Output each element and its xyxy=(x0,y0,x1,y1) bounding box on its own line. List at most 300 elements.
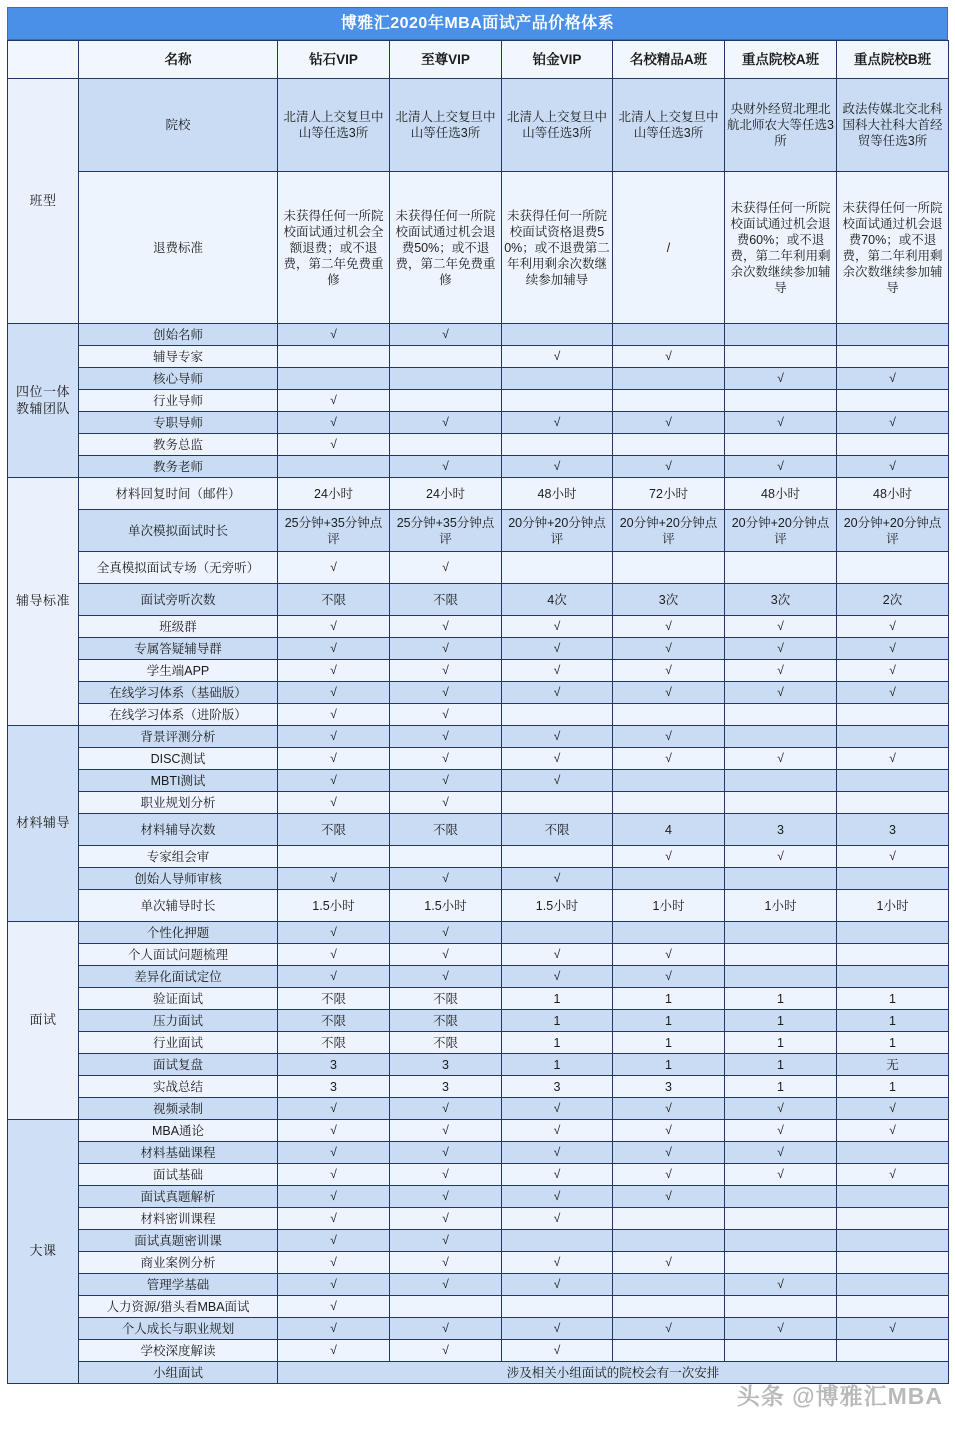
cell-value: 3 xyxy=(502,1076,613,1098)
cell-empty xyxy=(278,456,390,478)
row-label: 小组面试 xyxy=(79,1362,278,1384)
cell-check: √ xyxy=(837,368,949,390)
cell-empty xyxy=(613,1230,725,1252)
table-row xyxy=(8,660,949,682)
row-label: 行业面试 xyxy=(79,1032,278,1054)
cell-value: 1 xyxy=(725,1032,837,1054)
cell-empty xyxy=(837,1208,949,1230)
cell-check: √ xyxy=(613,1164,725,1186)
cell-empty xyxy=(725,704,837,726)
row-label: 背景评测分析 xyxy=(79,726,278,748)
cell-check: √ xyxy=(390,1208,502,1230)
row-label: 在线学习体系（进阶版） xyxy=(79,704,278,726)
row-label: 面试旁听次数 xyxy=(79,584,278,616)
cell-check: √ xyxy=(725,682,837,704)
row-label: 材料回复时间（邮件） xyxy=(79,478,278,510)
cell-check: √ xyxy=(613,682,725,704)
cell-check: √ xyxy=(502,1142,613,1164)
cell-empty xyxy=(502,434,613,456)
cell-check: √ xyxy=(725,748,837,770)
cell-empty xyxy=(837,868,949,890)
table-row xyxy=(8,412,949,434)
cell-value: 3 xyxy=(837,814,949,846)
table-row xyxy=(8,390,949,412)
table-row xyxy=(8,944,949,966)
table-row xyxy=(8,682,949,704)
cell-check: √ xyxy=(278,1274,390,1296)
cell-empty xyxy=(278,846,390,868)
cell-empty xyxy=(725,434,837,456)
table-row xyxy=(8,1340,949,1362)
section-group-label: 辅导标准 xyxy=(8,478,79,726)
row-label: 个人成长与职业规划 xyxy=(79,1318,278,1340)
row-label: 行业导师 xyxy=(79,390,278,412)
cell-check: √ xyxy=(837,660,949,682)
cell-check: √ xyxy=(278,1296,390,1318)
row-label: 验证面试 xyxy=(79,988,278,1010)
cell-check: √ xyxy=(278,770,390,792)
cell-empty xyxy=(725,922,837,944)
table-row xyxy=(8,988,949,1010)
header-product-3: 铂金VIP xyxy=(502,41,613,79)
cell-empty xyxy=(502,846,613,868)
table-row xyxy=(8,846,949,868)
cell-check: √ xyxy=(278,1142,390,1164)
cell-check: √ xyxy=(390,1274,502,1296)
cell-empty xyxy=(725,1186,837,1208)
cell-value: 1 xyxy=(502,1010,613,1032)
cell-check: √ xyxy=(502,660,613,682)
cell-check: √ xyxy=(725,1274,837,1296)
cell-value: 1 xyxy=(502,1032,613,1054)
cell-check: √ xyxy=(390,638,502,660)
cell-check: √ xyxy=(278,1318,390,1340)
cell-check: √ xyxy=(613,616,725,638)
cell-empty xyxy=(725,966,837,988)
table-row xyxy=(8,1230,949,1252)
cell-check: √ xyxy=(278,324,390,346)
cell-check: √ xyxy=(278,704,390,726)
cell-value: 4 xyxy=(613,814,725,846)
cell-value: 1 xyxy=(725,1076,837,1098)
cell-check: √ xyxy=(390,868,502,890)
header-product-4: 名校精品A班 xyxy=(613,41,725,79)
cell-empty xyxy=(390,390,502,412)
cell-empty xyxy=(837,966,949,988)
cell-check: √ xyxy=(725,1098,837,1120)
cell-value: 北清人上交复旦中山等任选3所 xyxy=(278,79,390,172)
cell-check: √ xyxy=(390,456,502,478)
cell-check: √ xyxy=(613,1252,725,1274)
cell-empty xyxy=(725,552,837,584)
cell-empty xyxy=(390,346,502,368)
row-label: 管理学基础 xyxy=(79,1274,278,1296)
cell-check: √ xyxy=(725,1120,837,1142)
table-row xyxy=(8,510,949,552)
cell-check: √ xyxy=(613,456,725,478)
cell-check: √ xyxy=(502,1208,613,1230)
table-header-row xyxy=(8,41,949,79)
cell-check: √ xyxy=(613,748,725,770)
table-row xyxy=(8,814,949,846)
cell-check: √ xyxy=(502,1252,613,1274)
cell-value: 1小时 xyxy=(837,890,949,922)
cell-empty xyxy=(502,1230,613,1252)
cell-value: 1 xyxy=(837,988,949,1010)
cell-check: √ xyxy=(278,1230,390,1252)
row-label: 面试真题密训课 xyxy=(79,1230,278,1252)
cell-check: √ xyxy=(613,412,725,434)
row-label: 压力面试 xyxy=(79,1010,278,1032)
cell-check: √ xyxy=(278,944,390,966)
cell-check: √ xyxy=(613,1142,725,1164)
cell-check: √ xyxy=(390,770,502,792)
cell-check: √ xyxy=(613,346,725,368)
cell-check: √ xyxy=(390,324,502,346)
section-group-label: 班型 xyxy=(8,79,79,324)
cell-check: √ xyxy=(725,368,837,390)
cell-check: √ xyxy=(390,944,502,966)
table-row xyxy=(8,726,949,748)
section-group-label: 面试 xyxy=(8,922,79,1120)
cell-value: 1 xyxy=(837,1032,949,1054)
row-label: 个人面试问题梳理 xyxy=(79,944,278,966)
cell-empty xyxy=(390,846,502,868)
cell-check: √ xyxy=(502,748,613,770)
table-row xyxy=(8,748,949,770)
cell-empty xyxy=(390,434,502,456)
table-row xyxy=(8,616,949,638)
cell-check: √ xyxy=(613,944,725,966)
cell-check: √ xyxy=(278,552,390,584)
cell-value: 3 xyxy=(725,814,837,846)
cell-check: √ xyxy=(390,1164,502,1186)
cell-check: √ xyxy=(278,660,390,682)
table-row xyxy=(8,1098,949,1120)
cell-value: 2次 xyxy=(837,584,949,616)
cell-value: 未获得任何一所院校面试通过机会退费60%；或不退费，第二年利用剩余次数继续参加辅导 xyxy=(725,172,837,324)
cell-check: √ xyxy=(502,1318,613,1340)
page-title: 博雅汇2020年MBA面试产品价格体系 xyxy=(7,7,948,40)
cell-check: √ xyxy=(278,1164,390,1186)
cell-value: 北清人上交复旦中山等任选3所 xyxy=(613,79,725,172)
cell-empty xyxy=(613,922,725,944)
cell-check: √ xyxy=(837,412,949,434)
cell-check: √ xyxy=(502,944,613,966)
table-row xyxy=(8,770,949,792)
cell-check: √ xyxy=(502,966,613,988)
cell-check: √ xyxy=(837,748,949,770)
row-label: 院校 xyxy=(79,79,278,172)
cell-value: 1 xyxy=(613,1054,725,1076)
cell-check: √ xyxy=(613,660,725,682)
table-row xyxy=(8,1274,949,1296)
cell-value: 政法传媒北交北科国科大社科大首经贸等任选3所 xyxy=(837,79,949,172)
cell-value: 不限 xyxy=(278,1010,390,1032)
cell-value: 不限 xyxy=(278,988,390,1010)
cell-empty xyxy=(502,1296,613,1318)
table-row xyxy=(8,584,949,616)
cell-check: √ xyxy=(837,682,949,704)
cell-check: √ xyxy=(390,922,502,944)
cell-check: √ xyxy=(390,1230,502,1252)
cell-check: √ xyxy=(613,726,725,748)
row-label: 材料辅导次数 xyxy=(79,814,278,846)
cell-check: √ xyxy=(278,1252,390,1274)
cell-check: √ xyxy=(278,1208,390,1230)
row-label: 核心导师 xyxy=(79,368,278,390)
comparison-table xyxy=(7,40,949,1384)
header-product-1: 钻石VIP xyxy=(278,41,390,79)
cell-empty xyxy=(502,704,613,726)
cell-check: √ xyxy=(725,1164,837,1186)
cell-value: 3 xyxy=(613,1076,725,1098)
cell-check: √ xyxy=(278,638,390,660)
cell-value: 不限 xyxy=(390,1010,502,1032)
table-row xyxy=(8,1142,949,1164)
cell-empty xyxy=(613,770,725,792)
table-row xyxy=(8,79,949,172)
table-row xyxy=(8,434,949,456)
cell-check: √ xyxy=(502,616,613,638)
table-row xyxy=(8,324,949,346)
cell-empty xyxy=(837,552,949,584)
cell-empty xyxy=(725,324,837,346)
cell-value: 1 xyxy=(613,988,725,1010)
cell-check: √ xyxy=(725,412,837,434)
cell-check: √ xyxy=(613,1318,725,1340)
table-row xyxy=(8,456,949,478)
cell-empty xyxy=(613,552,725,584)
cell-empty xyxy=(837,944,949,966)
row-label: 面试复盘 xyxy=(79,1054,278,1076)
row-label: 辅导专家 xyxy=(79,346,278,368)
cell-check: √ xyxy=(502,1120,613,1142)
cell-empty xyxy=(613,390,725,412)
cell-check: √ xyxy=(278,390,390,412)
cell-value: 不限 xyxy=(502,814,613,846)
row-label: 人力资源/猎头看MBA面试 xyxy=(79,1296,278,1318)
table-row xyxy=(8,346,949,368)
cell-check: √ xyxy=(725,846,837,868)
row-label: MBA通论 xyxy=(79,1120,278,1142)
cell-value: 3 xyxy=(278,1054,390,1076)
row-label: 面试真题解析 xyxy=(79,1186,278,1208)
cell-empty xyxy=(837,1186,949,1208)
cell-check: √ xyxy=(390,748,502,770)
cell-value: 不限 xyxy=(390,584,502,616)
watermark: 头条 @博雅汇MBA xyxy=(736,1383,943,1409)
cell-check: √ xyxy=(837,1164,949,1186)
cell-empty xyxy=(725,346,837,368)
cell-check: √ xyxy=(390,660,502,682)
cell-empty xyxy=(502,368,613,390)
cell-check: √ xyxy=(390,792,502,814)
cell-empty xyxy=(837,346,949,368)
cell-check: √ xyxy=(837,456,949,478)
cell-check: √ xyxy=(390,1120,502,1142)
cell-check: √ xyxy=(502,1274,613,1296)
cell-check: √ xyxy=(613,638,725,660)
cell-value: 1 xyxy=(502,1054,613,1076)
table-row xyxy=(8,890,949,922)
row-label: 学校深度解读 xyxy=(79,1340,278,1362)
table-row xyxy=(8,1076,949,1098)
cell-value: 不限 xyxy=(390,1032,502,1054)
cell-check: √ xyxy=(502,1164,613,1186)
table-row xyxy=(8,1032,949,1054)
row-label: 差异化面试定位 xyxy=(79,966,278,988)
cell-value: 不限 xyxy=(278,1032,390,1054)
row-label: 视频录制 xyxy=(79,1098,278,1120)
row-label: 教务总监 xyxy=(79,434,278,456)
cell-value: 1 xyxy=(837,1076,949,1098)
row-label: 学生端APP xyxy=(79,660,278,682)
cell-check: √ xyxy=(725,616,837,638)
section-group-label: 大课 xyxy=(8,1120,79,1384)
row-label: 全真模拟面试专场（无旁听） xyxy=(79,552,278,584)
cell-value: 1 xyxy=(725,1054,837,1076)
row-merged-value: 涉及相关小组面试的院校会有一次安排 xyxy=(278,1362,949,1384)
table-row xyxy=(8,478,949,510)
cell-empty xyxy=(613,1296,725,1318)
row-label: 单次模拟面试时长 xyxy=(79,510,278,552)
cell-value: 25分钟+35分钟点评 xyxy=(278,510,390,552)
row-label: 商业案例分析 xyxy=(79,1252,278,1274)
table-row xyxy=(8,704,949,726)
cell-value: 央财外经贸北理北航北师农大等任选3所 xyxy=(725,79,837,172)
table-row xyxy=(8,1318,949,1340)
cell-check: √ xyxy=(837,616,949,638)
cell-value: 72小时 xyxy=(613,478,725,510)
row-label: 专家组会审 xyxy=(79,846,278,868)
cell-check: √ xyxy=(725,660,837,682)
cell-empty xyxy=(613,792,725,814)
cell-check: √ xyxy=(613,1186,725,1208)
table-row xyxy=(8,1120,949,1142)
cell-empty xyxy=(837,390,949,412)
table-row xyxy=(8,792,949,814)
cell-empty xyxy=(502,390,613,412)
cell-value: 3 xyxy=(390,1076,502,1098)
row-label: 退费标准 xyxy=(79,172,278,324)
cell-empty xyxy=(613,324,725,346)
cell-empty xyxy=(837,922,949,944)
cell-value: 1.5小时 xyxy=(278,890,390,922)
cell-check: √ xyxy=(390,1098,502,1120)
cell-value: 1.5小时 xyxy=(502,890,613,922)
cell-check: √ xyxy=(502,682,613,704)
row-label: 创始名师 xyxy=(79,324,278,346)
cell-value: 不限 xyxy=(390,814,502,846)
table-row xyxy=(8,1252,949,1274)
row-label: 材料密训课程 xyxy=(79,1208,278,1230)
cell-check: √ xyxy=(502,770,613,792)
cell-value: 不限 xyxy=(278,814,390,846)
cell-check: √ xyxy=(390,552,502,584)
cell-check: √ xyxy=(278,1098,390,1120)
cell-check: √ xyxy=(390,1318,502,1340)
cell-value: 3 xyxy=(390,1054,502,1076)
row-label: 专职导师 xyxy=(79,412,278,434)
cell-check: √ xyxy=(278,726,390,748)
cell-empty xyxy=(837,704,949,726)
table-row xyxy=(8,638,949,660)
cell-value: 不限 xyxy=(390,988,502,1010)
cell-empty xyxy=(837,1230,949,1252)
cell-check: √ xyxy=(613,966,725,988)
table-row xyxy=(8,1186,949,1208)
cell-empty xyxy=(837,324,949,346)
cell-check: √ xyxy=(613,1120,725,1142)
cell-empty xyxy=(502,324,613,346)
cell-check: √ xyxy=(390,704,502,726)
header-product-5: 重点院校A班 xyxy=(725,41,837,79)
cell-check: √ xyxy=(502,346,613,368)
cell-empty xyxy=(502,552,613,584)
cell-empty xyxy=(613,1340,725,1362)
cell-value: 未获得任何一所院校面试通过机会全额退费；或不退费，第二年免费重修 xyxy=(278,172,390,324)
cell-check: √ xyxy=(278,922,390,944)
header-product-2: 至尊VIP xyxy=(390,41,502,79)
row-label: 材料基础课程 xyxy=(79,1142,278,1164)
cell-check: √ xyxy=(837,846,949,868)
table-row xyxy=(8,1010,949,1032)
cell-empty xyxy=(837,726,949,748)
row-label: DISC测试 xyxy=(79,748,278,770)
cell-empty xyxy=(837,1252,949,1274)
cell-empty xyxy=(837,1296,949,1318)
section-group-label: 材料辅导 xyxy=(8,726,79,922)
cell-empty xyxy=(613,868,725,890)
cell-empty xyxy=(278,368,390,390)
cell-empty xyxy=(837,1142,949,1164)
cell-empty xyxy=(837,1274,949,1296)
cell-empty xyxy=(725,1296,837,1318)
cell-check: √ xyxy=(725,638,837,660)
cell-check: √ xyxy=(390,1142,502,1164)
cell-check: √ xyxy=(278,1340,390,1362)
cell-value: 20分钟+20分钟点评 xyxy=(837,510,949,552)
cell-value: 未获得任何一所院校面试通过机会退费50%；或不退费，第二年免费重修 xyxy=(390,172,502,324)
cell-empty xyxy=(837,1340,949,1362)
row-label: 职业规划分析 xyxy=(79,792,278,814)
cell-value: 1 xyxy=(725,988,837,1010)
cell-value: 24小时 xyxy=(278,478,390,510)
cell-check: √ xyxy=(725,1318,837,1340)
cell-check: √ xyxy=(837,638,949,660)
row-label: 在线学习体系（基础版） xyxy=(79,682,278,704)
cell-check: √ xyxy=(278,1186,390,1208)
cell-empty xyxy=(613,1208,725,1230)
cell-check: √ xyxy=(613,846,725,868)
cell-empty xyxy=(278,346,390,368)
cell-check: √ xyxy=(278,616,390,638)
cell-value: 20分钟+20分钟点评 xyxy=(725,510,837,552)
cell-value: 1小时 xyxy=(613,890,725,922)
cell-value: 25分钟+35分钟点评 xyxy=(390,510,502,552)
cell-check: √ xyxy=(278,966,390,988)
cell-check: √ xyxy=(390,726,502,748)
cell-value: 无 xyxy=(837,1054,949,1076)
cell-check: √ xyxy=(502,412,613,434)
cell-empty xyxy=(725,1208,837,1230)
header-group-corner xyxy=(8,41,79,79)
cell-check: √ xyxy=(837,1098,949,1120)
cell-value: 3次 xyxy=(725,584,837,616)
cell-empty xyxy=(390,368,502,390)
cell-empty xyxy=(725,792,837,814)
